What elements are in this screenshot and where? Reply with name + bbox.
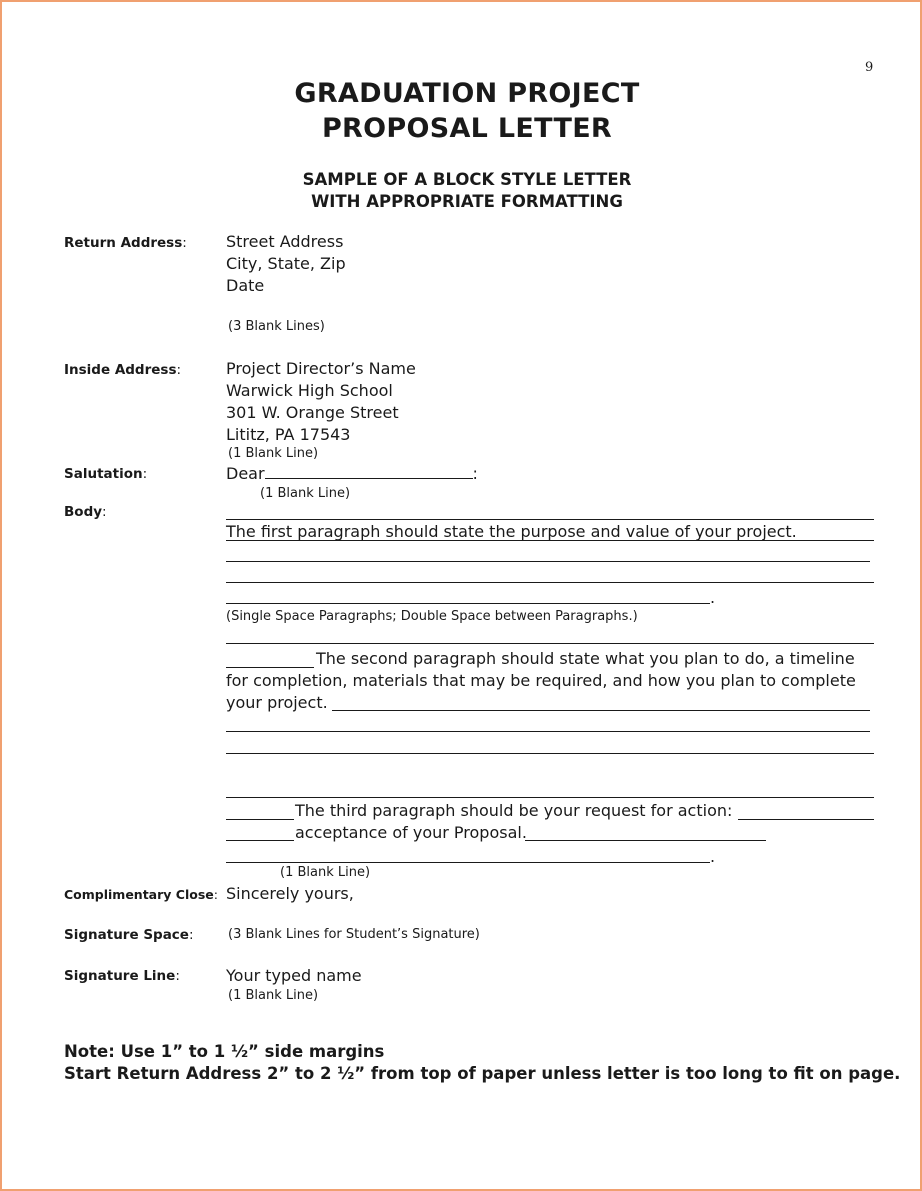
paragraph-1-text: The first paragraph should state the purpose and value of your project. — [226, 522, 797, 541]
complimentary-close-text: Sincerely yours, — [226, 884, 354, 903]
inside-address-line-1: Project Director’s Name — [226, 359, 416, 378]
paragraph-2-line-1: The second paragraph should state what you plan to do, a timeline — [316, 649, 855, 668]
body-rule — [226, 862, 710, 863]
body-rule — [738, 819, 874, 820]
note-line-1: Note: Use 1” to 1 ½” side margins — [64, 1042, 385, 1061]
body-rule — [226, 840, 294, 841]
body-rule — [226, 643, 874, 644]
signature-line-label: Signature Line: — [64, 968, 180, 984]
signature-line-text: Your typed name — [226, 966, 362, 985]
title-line-1: GRADUATION PROJECT — [294, 78, 640, 109]
spacing-instruction: (Single Space Paragraphs; Double Space between Paragraphs.) — [226, 609, 638, 624]
signature-space-label: Signature Space: — [64, 927, 194, 943]
body-rule — [226, 540, 874, 541]
signature-line-spacing-note: (1 Blank Line) — [228, 988, 319, 1003]
paragraph-2-line-3: your project. — [226, 693, 328, 712]
inside-address-line-3: 301 W. Orange Street — [226, 403, 399, 422]
inside-address-label: Inside Address: — [64, 362, 182, 378]
salutation-text: Dear — [226, 464, 265, 483]
return-address-line-2: City, State, Zip — [226, 254, 346, 273]
return-address-spacing-note: (3 Blank Lines) — [228, 319, 325, 334]
note-line-2: Start Return Address 2” to 2 ½” from top of paper unless letter is too long to fit on page. — [64, 1064, 901, 1083]
return-address-line-3: Date — [226, 276, 265, 295]
body-rule — [226, 582, 874, 583]
body-rule — [226, 797, 874, 798]
return-address-label: Return Address: — [64, 235, 187, 251]
inside-address-line-4: Lititz, PA 17543 — [226, 425, 351, 444]
paragraph-1-period: . — [710, 588, 716, 607]
body-rule — [226, 819, 294, 820]
title-line-2: PROPOSAL LETTER — [321, 113, 613, 144]
inside-address-line-2: Warwick High School — [226, 381, 393, 400]
subtitle-line-2: WITH APPROPRIATE FORMATTING — [311, 192, 623, 211]
salutation-line — [226, 464, 478, 483]
paragraph-3-line-2: acceptance of your Proposal. — [295, 823, 527, 842]
salutation-spacing-note: (1 Blank Line) — [260, 486, 351, 501]
inside-address-spacing-note: (1 Blank Line) — [228, 446, 319, 461]
salutation-colon: : — [472, 464, 478, 483]
body-rule — [525, 840, 766, 841]
return-address-line-1: Street Address — [226, 232, 344, 251]
salutation-label: Salutation: — [64, 466, 148, 482]
page-number: 9 — [865, 60, 874, 75]
salutation-blank — [265, 464, 473, 479]
complimentary-close-label: Complimentary Close: — [64, 887, 218, 902]
paragraph-3-line-1: The third paragraph should be your request for action: — [295, 801, 733, 820]
body-rule — [332, 710, 870, 711]
body-rule — [226, 519, 874, 520]
body-label: Body: — [64, 504, 107, 520]
subtitle-line-1: SAMPLE OF A BLOCK STYLE LETTER — [302, 170, 632, 189]
body-rule — [226, 561, 870, 562]
body-rule — [226, 603, 710, 604]
paragraph-3-period: . — [710, 847, 716, 866]
body-spacing-note: (1 Blank Line) — [280, 865, 371, 880]
paragraph-2-line-2: for completion, materials that may be required, and how you plan to complete — [226, 671, 856, 690]
body-rule — [226, 753, 874, 754]
body-rule — [226, 667, 314, 668]
signature-space-text: (3 Blank Lines for Student’s Signature) — [228, 927, 480, 942]
body-rule — [226, 731, 870, 732]
